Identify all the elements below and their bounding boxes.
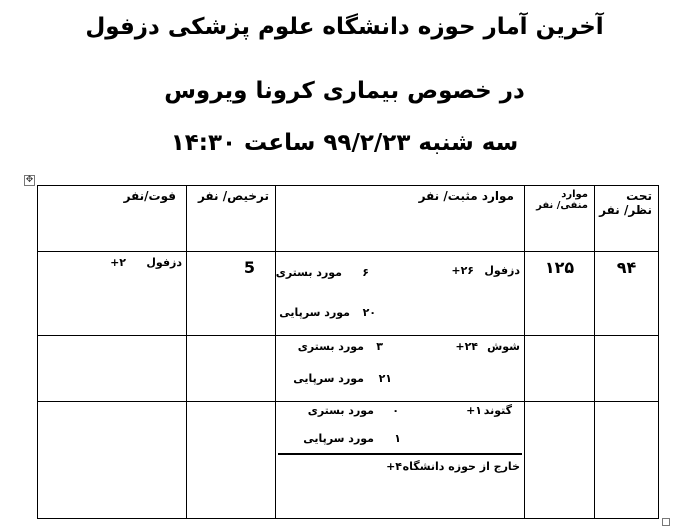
outpatient-count: ۲۰ bbox=[362, 306, 376, 319]
empty-cell bbox=[595, 402, 659, 519]
hospitalized-count: ۳ bbox=[376, 340, 383, 353]
empty-cell bbox=[38, 402, 187, 519]
hospitalized-label: مورد بستری bbox=[275, 266, 342, 279]
positive-city-name: شوش bbox=[487, 340, 520, 353]
empty-cell bbox=[595, 336, 659, 402]
under-observation-value: ۹۴ bbox=[595, 252, 659, 336]
positive-city-name: دزفول bbox=[484, 264, 520, 277]
empty-cell bbox=[38, 336, 187, 402]
positive-city-count: ۲۶+ bbox=[451, 264, 474, 277]
empty-cell bbox=[525, 336, 595, 402]
outpatient-label: مورد سرپایی bbox=[279, 306, 350, 319]
positive-city-count: ۱+ bbox=[466, 404, 482, 417]
table-row bbox=[38, 336, 659, 402]
header-negative: موارد منفی/ نفر bbox=[525, 186, 595, 252]
positive-city-count: ۲۴+ bbox=[455, 340, 478, 353]
deaths-cell bbox=[38, 252, 187, 336]
table-resize-handle[interactable] bbox=[662, 518, 670, 526]
title-line-2: در خصوص بیماری کرونا ویروس bbox=[164, 78, 525, 104]
table-move-handle-icon[interactable]: ✥ bbox=[25, 175, 34, 185]
table-row bbox=[38, 402, 659, 519]
separator-line bbox=[278, 453, 522, 455]
death-count: ۲+ bbox=[110, 256, 126, 269]
table-header-row bbox=[38, 186, 659, 252]
empty-cell bbox=[187, 402, 276, 519]
header-positive: موارد مثبت/ نفر bbox=[276, 186, 525, 252]
outside-count: ۴+ bbox=[386, 460, 402, 473]
header-deaths: فوت/نفر bbox=[38, 186, 187, 252]
outpatient-label: مورد سرپایی bbox=[303, 432, 374, 445]
discharged-value: 5 bbox=[187, 252, 276, 336]
hospitalized-label: مورد بستری bbox=[297, 340, 364, 353]
hospitalized-count: ۰ bbox=[392, 404, 399, 417]
outpatient-label: مورد سرپایی bbox=[293, 372, 364, 385]
empty-cell bbox=[187, 336, 276, 402]
table-row bbox=[38, 252, 659, 336]
title-line-1: آخرین آمار حوزه دانشگاه علوم پزشکی دزفول bbox=[85, 14, 604, 40]
outpatient-count: ۱ bbox=[394, 432, 401, 445]
title-line-3: سه شنبه ۹۹/۲/۲۳ ساعت ۱۴:۳۰ bbox=[170, 130, 519, 156]
positive-cell-shush bbox=[276, 336, 525, 402]
hospitalized-count: ۶ bbox=[362, 266, 369, 279]
positive-city-name: گتوند bbox=[483, 404, 512, 417]
header-discharged: ترخیص/ نفر bbox=[187, 186, 276, 252]
negative-value: ۱۲۵ bbox=[525, 252, 595, 336]
outpatient-count: ۲۱ bbox=[378, 372, 392, 385]
header-under-observation: تحت نظر/ نفر bbox=[595, 186, 659, 252]
positive-cell-dezful bbox=[276, 252, 525, 336]
positive-cell-gotvand bbox=[276, 402, 525, 519]
outside-label: خارج از حوزه دانشگاه bbox=[402, 460, 520, 473]
empty-cell bbox=[525, 402, 595, 519]
statistics-table bbox=[37, 185, 659, 519]
hospitalized-label: مورد بستری bbox=[307, 404, 374, 417]
death-city-name: دزفول bbox=[146, 256, 182, 269]
